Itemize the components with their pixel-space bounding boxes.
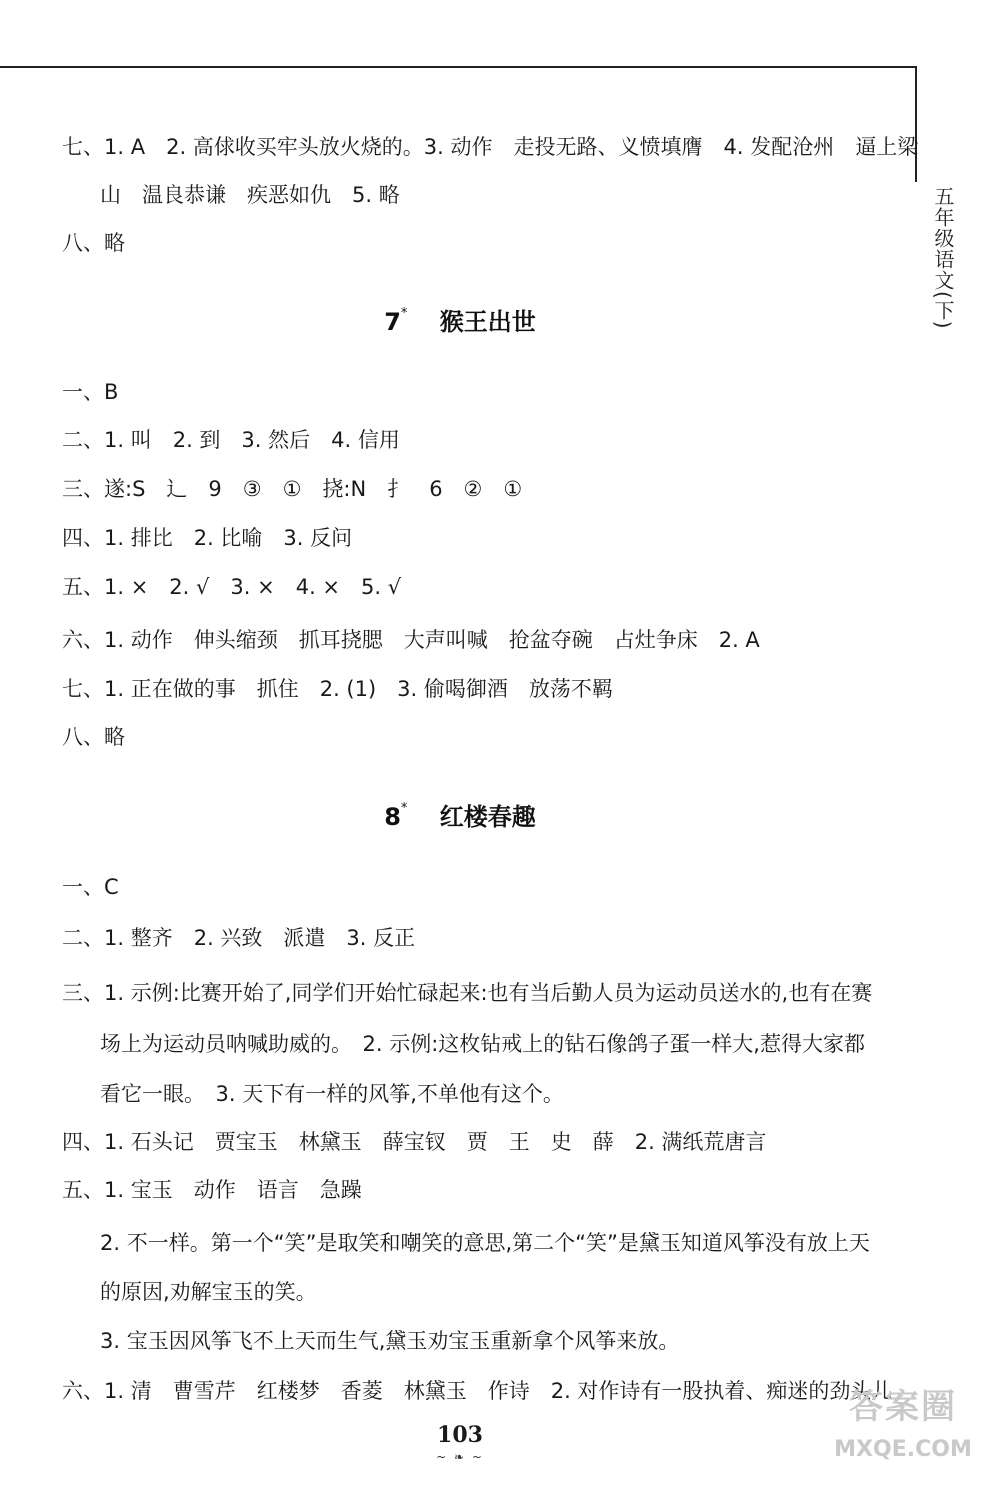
answer-line: 五、1. × 2. √ 3. × 4. × 5. √: [62, 575, 402, 599]
watermark-text: 答案圈: [849, 1387, 957, 1427]
answer-line: 场上为运动员呐喊助威的。 2. 示例:这枚钻戒上的钻石像鸽子蛋一样大,惹得大家都: [100, 1032, 865, 1056]
lesson-title: 红楼春趣: [439, 803, 536, 831]
answer-line: 八、略: [62, 231, 125, 255]
optional-star: *: [400, 801, 408, 816]
lesson-7-heading: [0, 302, 920, 337]
lesson-number: 7: [384, 308, 401, 336]
top-border-line: [0, 66, 917, 68]
answer-line: 3. 宝玉因风筝飞不上天而生气,黛玉劝宝玉重新拿个风筝来放。: [100, 1329, 680, 1353]
answer-line: 七、1. 正在做的事 抓住 2. (1) 3. 偷喝御酒 放荡不羁: [62, 677, 613, 701]
answer-line: 七、1. A 2. 高俅收买牢头放火烧的。3. 动作 走投无路、义愤填膺 4. 发配沧州 逼上梁: [62, 135, 919, 159]
answer-line: 八、略: [62, 725, 125, 749]
optional-star: *: [400, 306, 408, 321]
lesson-8-heading: [0, 797, 920, 832]
answer-line: 三、1. 示例:比赛开始了,同学们开始忙碌起来:也有当后勤人员为运动员送水的,也有在赛: [62, 981, 873, 1005]
answer-line: 五、1. 宝玉 动作 语言 急躁: [62, 1178, 362, 1202]
lesson-number: 8: [384, 803, 401, 831]
answer-line: 六、1. 动作 伸头缩颈 抓耳挠腮 大声叫喊 抢盆夺碗 占灶争床 2. A: [62, 628, 760, 652]
answer-line: 的原因,劝解宝玉的笑。: [100, 1280, 317, 1304]
answer-line: 山 温良恭谦 疾恶如仇 5. 略: [100, 183, 400, 207]
lesson-title: 猴王出世: [439, 308, 536, 336]
answer-line: 三、遂:S 辶 9 ③ ① 挠:N 扌 6 ② ①: [62, 477, 523, 501]
answer-line: 二、1. 叫 2. 到 3. 然后 4. 信用: [62, 428, 400, 452]
answer-line: 一、C: [62, 875, 119, 899]
answer-line: 二、1. 整齐 2. 兴致 派遣 3. 反正: [62, 926, 416, 950]
page-ornament: ~ ❧ ~: [436, 1450, 484, 1464]
answer-line: 四、1. 石头记 贾宝玉 林黛玉 薛宝钗 贾 王 史 薛 2. 满纸荒唐言: [62, 1130, 767, 1154]
answer-line: 四、1. 排比 2. 比喻 3. 反问: [62, 526, 353, 550]
grade-subject-tab: 五年级语文(下): [931, 186, 955, 330]
watermark-url: MXQE.COM: [834, 1437, 972, 1462]
answer-line: 六、1. 清 曹雪芹 红楼梦 香菱 林黛玉 作诗 2. 对作诗有一股执着、痴迷的劲头儿: [62, 1379, 893, 1403]
side-border-line: [915, 66, 917, 182]
watermark-logo: [818, 1380, 988, 1480]
page-number: 103: [437, 1422, 483, 1448]
answer-line: 一、B: [62, 380, 119, 404]
answer-line: 看它一眼。 3. 天下有一样的风筝,不单他有这个。: [100, 1082, 564, 1106]
answer-line: 2. 不一样。第一个“笑”是取笑和嘲笑的意思,第二个“笑”是黛玉知道风筝没有放上天: [100, 1231, 870, 1255]
